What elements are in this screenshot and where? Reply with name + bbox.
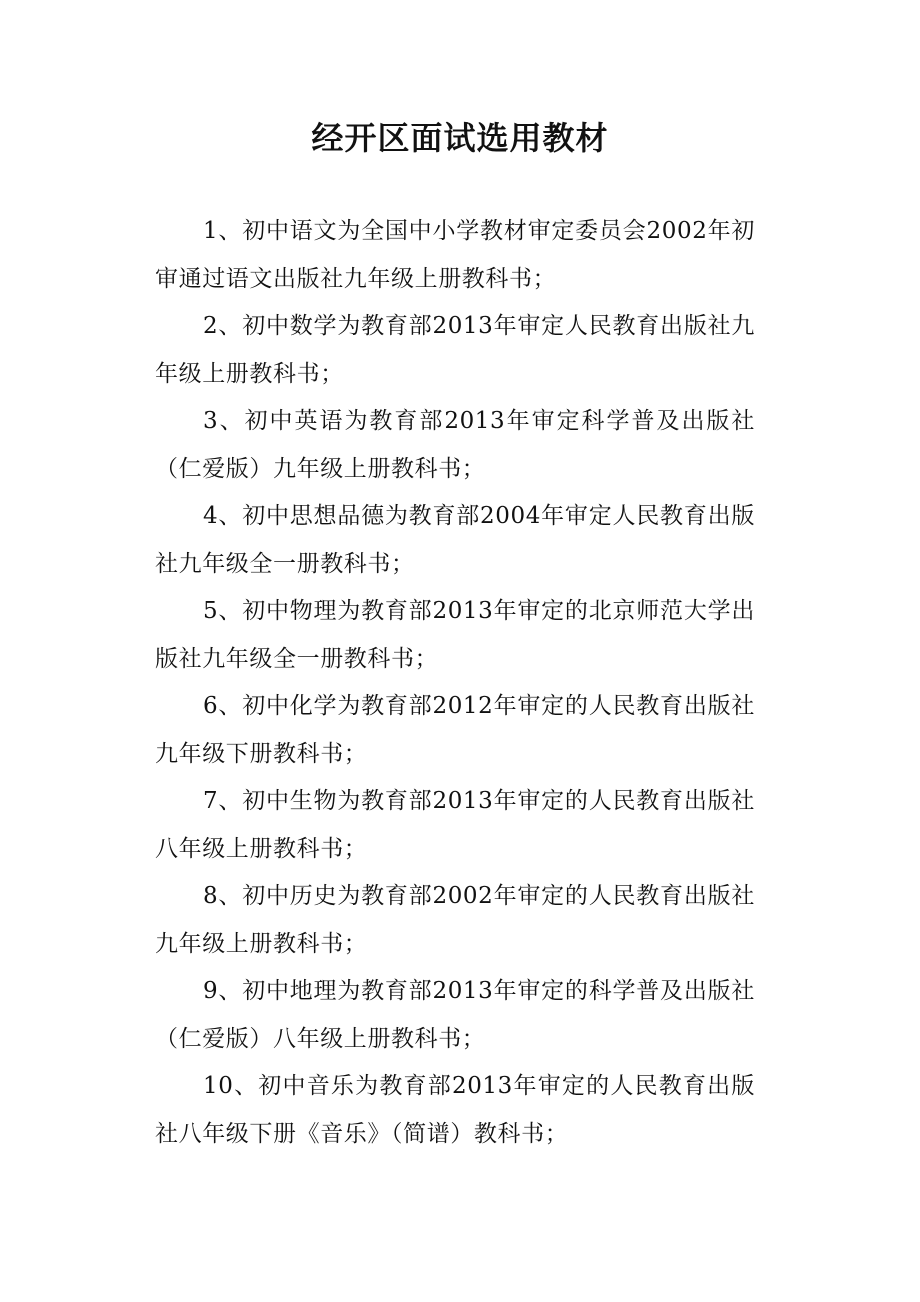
textbook-item-8: 8、初中历史为教育部2002年审定的人民教育出版社九年级上册教科书； — [155, 883, 755, 957]
textbook-item-1: 1、初中语文为全国中小学教材审定委员会2002年初审通过语文出版社九年级上册教科书； — [155, 218, 755, 292]
textbook-item-6: 6、初中化学为教育部2012年审定的人民教育出版社九年级下册教科书； — [155, 693, 755, 767]
textbook-item-9: 9、初中地理为教育部2013年审定的科学普及出版社（仁爱版）八年级上册教科书； — [155, 978, 755, 1052]
textbook-item-2: 2、初中数学为教育部2013年审定人民教育出版社九年级上册教科书； — [155, 313, 755, 387]
textbook-list — [155, 208, 755, 1158]
textbook-item-5: 5、初中物理为教育部2013年审定的北京师范大学出版社九年级全一册教科书； — [155, 598, 755, 672]
textbook-item-4: 4、初中思想品德为教育部2004年审定人民教育出版社九年级全一册教科书； — [155, 503, 755, 577]
textbook-item-7: 7、初中生物为教育部2013年审定的人民教育出版社八年级上册教科书； — [155, 788, 755, 862]
textbook-item-10: 10、初中音乐为教育部2013年审定的人民教育出版社八年级下册《音乐》（简谱）教科书； — [155, 1073, 755, 1147]
document-title: 经开区面试选用教材 — [311, 119, 609, 157]
textbook-item-3: 3、初中英语为教育部2013年审定科学普及出版社（仁爱版）九年级上册教科书； — [155, 408, 755, 482]
